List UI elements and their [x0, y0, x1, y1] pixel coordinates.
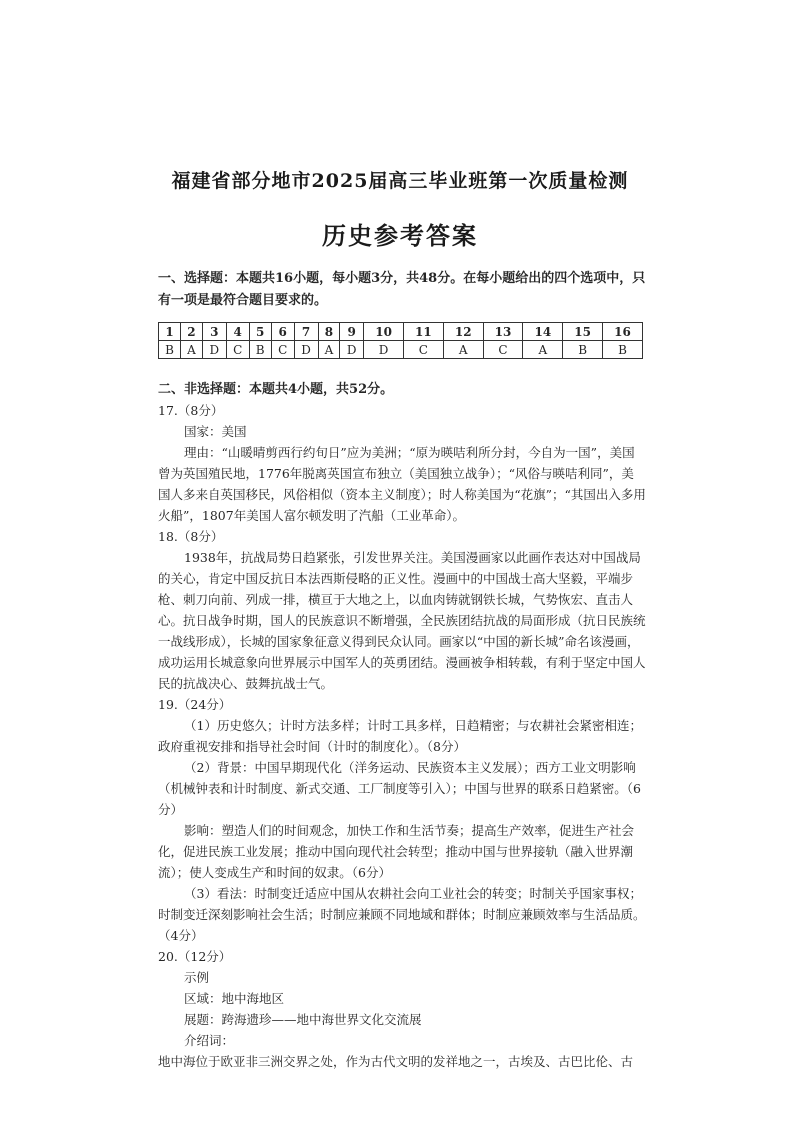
q20-label: 20.（12分） — [158, 949, 232, 964]
answer-cell: C — [226, 341, 249, 359]
q20-intro-label: 介绍词： — [184, 1033, 235, 1048]
answer-cell: C — [403, 341, 443, 359]
section2-heading: 二、非选择题：本题共4小题，共52分。 — [158, 382, 394, 397]
section1-heading: 一、选择题：本题共16小题，每小题3分，共48分。在每小题给出的四个选项中，只有一项是最符合题目要求的。 — [158, 271, 646, 308]
question-number: 7 — [294, 323, 318, 341]
question-number: 10 — [364, 323, 404, 341]
question-number: 13 — [483, 323, 523, 341]
q18-label: 18.（8分） — [158, 529, 224, 544]
document-title: 福建省部分地市2025届高三毕业班第一次质量检测 — [171, 170, 629, 192]
q17-country: 国家：美国 — [184, 424, 247, 439]
q17-label: 17.（8分） — [158, 403, 224, 418]
question-number: 2 — [181, 323, 203, 341]
question-number: 8 — [318, 323, 340, 341]
answer-cell: D — [364, 341, 404, 359]
q19-part1: （1）历史悠久；计时方法多样；计时工具多样，日趋精密；与农耕社会紧密相连；政府重视安排和指导社会时间（计时的制度化）。（8分） — [158, 718, 642, 754]
q20-example: 示例 — [184, 970, 210, 985]
q20-region: 区域：地中海地区 — [184, 991, 285, 1006]
answer-cell: B — [603, 341, 643, 359]
question-number: 5 — [249, 323, 271, 341]
answer-cell: A — [443, 341, 483, 359]
answer-table — [158, 322, 643, 359]
q17-reason: 理由：“山暖晴剪西行约旬日”应为美洲；“原为暎咭利所分封，今自为一国”，美国曾为英国殖民地，1776年脱离英国宣布独立（美国独立战争）；“风俗与暎咭利同”，美国人多来自英国移民，风俗相似（资本主义制度）；时人称美国为“花旗”；“其国出入多用火船”，1807年美国人富尔顿发明了汽船（工业革命）。 — [158, 445, 646, 523]
answer-cell: B — [563, 341, 603, 359]
question-number: 14 — [523, 323, 563, 341]
answer-cell: A — [181, 341, 203, 359]
answer-cell: D — [340, 341, 364, 359]
answer-cell: A — [318, 341, 340, 359]
question-number-row — [159, 323, 643, 341]
q20-intro: 地中海位于欧亚非三洲交界之处，作为古代文明的发祥地之一，古埃及、古巴比伦、古 — [158, 1054, 634, 1069]
answer-cell: A — [523, 341, 563, 359]
question-number: 1 — [159, 323, 181, 341]
question-number: 11 — [403, 323, 443, 341]
q19-part2-impact: 影响：塑造人们的时间观念，加快工作和生活节奏；提高生产效率，促进生产社会化，促进民族工业发展；推动中国向现代社会转型；推动中国与世界接轨（融入世界潮流）；使人变成生产和时间的奴隶。（6分） — [158, 823, 635, 880]
section2-body — [158, 400, 646, 1072]
question-number: 16 — [603, 323, 643, 341]
q20-exhibition: 展题：跨海遗珍——地中海世界文化交流展 — [184, 1012, 422, 1027]
question-number: 9 — [340, 323, 364, 341]
q19-part3: （3）看法：时制变迁适应中国从农耕社会向工业社会的转变；时制关乎国家事权；时制变迁深刻影响社会生活；时制应兼顾不同地域和群体；时制应兼顾效率与生活品质。（4分） — [158, 886, 646, 943]
question-number: 3 — [202, 323, 226, 341]
answer-cell: C — [483, 341, 523, 359]
q19-part2-background: （2）背景：中国早期现代化（洋务运动、民族资本主义发展）；西方工业文明影响（机械钟表和计时制度、新式交通、工厂制度等引入）；中国与世界的联系日趋紧密。（6分） — [158, 760, 641, 817]
q19-label: 19.（24分） — [158, 697, 232, 712]
q18-text: 1938年，抗战局势日趋紧张，引发世界关注。美国漫画家以此画作表达对中国战局的关心，肯定中国反抗日本法西斯侵略的正义性。漫画中的中国战士高大坚毅，平端步枪、刺刀向前、列成一排，横亘于大地之上，以血肉铸就钢铁长城，气势恢宏、直击人心。抗日战争时期，国人的民族意识不断增强，全民族团结抗战的局面形成（抗日民族统一战线形成），长城的国家象征意义得到民众认同。画家以“中国的新长城”命名该漫画，成功运用长城意象向世界展示中国军人的英勇团结。漫画被争相转载，有利于坚定中国人民的抗战决心、鼓舞抗战士气。 — [158, 550, 646, 691]
question-number: 15 — [563, 323, 603, 341]
answer-row — [159, 341, 643, 359]
answer-cell: B — [249, 341, 271, 359]
answer-cell: C — [271, 341, 294, 359]
answer-cell: B — [159, 341, 181, 359]
question-number: 4 — [226, 323, 249, 341]
answer-cell: D — [294, 341, 318, 359]
answer-cell: D — [202, 341, 226, 359]
question-number: 12 — [443, 323, 483, 341]
document-subtitle: 历史参考答案 — [322, 221, 478, 250]
question-number: 6 — [271, 323, 294, 341]
